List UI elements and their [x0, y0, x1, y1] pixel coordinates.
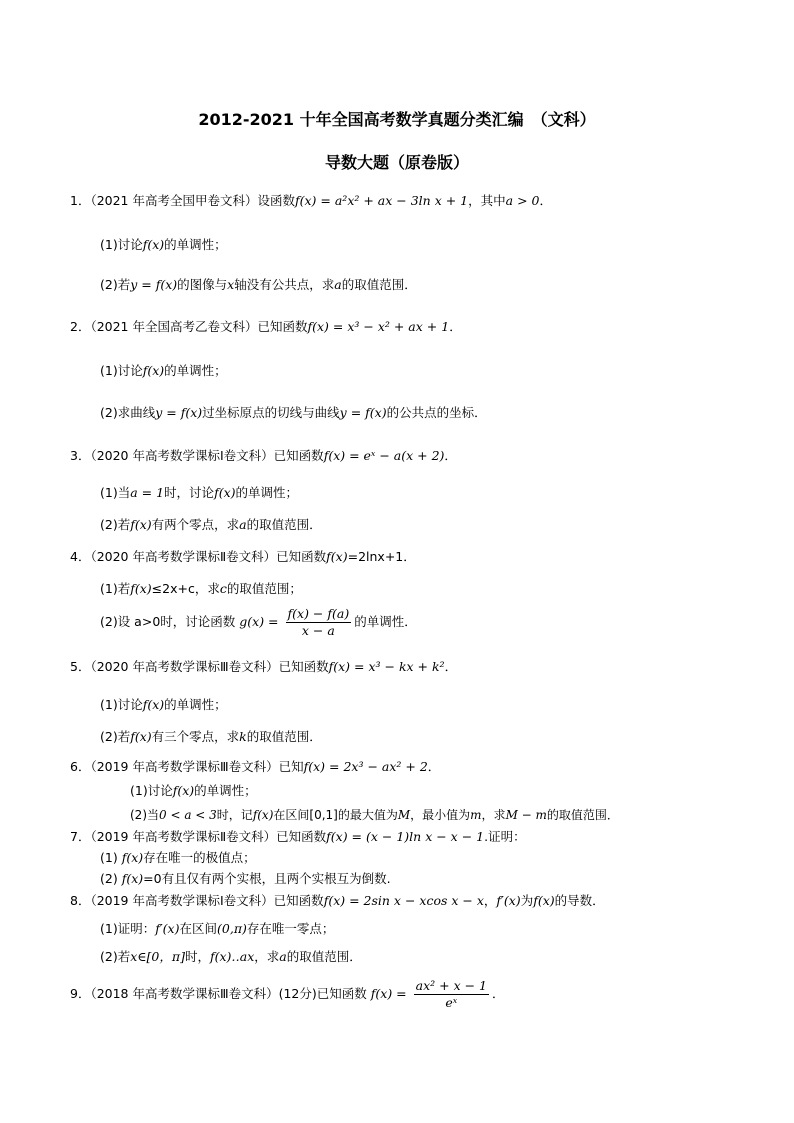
document-subtitle: 导数大题（原卷版） [324, 153, 469, 172]
problem-7-part-2: (2) f(x)=0有且仅有两个实根，且两个实根互为倒数. [100, 871, 391, 886]
problem-1-part-2: (2)若y = f(x)的图像与x轴没有公共点，求a的取值范围． [100, 277, 417, 292]
problem-4-part-1: (1)若f(x)≤2x+c，求c的取值范围； [100, 581, 302, 596]
problem-1-part-1: (1)讨论f(x)的单调性； [100, 237, 227, 252]
problem-1-stem: 1．（2021 年高考全国甲卷文科）设函数f(x) = a²x² + ax − 3ln x + 1，其中a > 0． [70, 193, 552, 208]
problem-7-part-1: (1) f(x)存在唯一的极值点； [100, 850, 256, 865]
problem-9-stem: 9．（2018 年高考数学课标Ⅲ卷文科）(12分)已知函数 f(x) = $\frac{\text{ax² + x − 1}}{\text{eˣ}}$ ． [70, 978, 505, 1010]
problem-2-part-2: (2)求曲线y = f(x)过坐标原点的切线与曲线y = f(x)的公共点的坐标． [100, 405, 487, 420]
problem-2-part-1: (1)讨论f(x)的单调性； [100, 363, 227, 378]
fraction-g: $\frac{f(x) - f(a)}{x - a}$ [287, 606, 350, 638]
problem-7-stem: 7．（2019 年高考数学课标Ⅱ卷文科）已知函数f(x) = (x − 1)ln x − x − 1.证明： [70, 829, 526, 844]
problem-6-part-2: (2)当0 < a < 3时，记f(x)在区间[0,1]的最大值为M，最小值为m，求M − m的取值范围． [130, 808, 619, 822]
problem-8-stem: 8．（2019 年高考数学课标Ⅰ卷文科）已知函数f(x) = 2sin x − xcos x − x，f′(x)为f(x)的导数． [70, 893, 605, 908]
problem-3-part-2: (2)若f(x)有两个零点，求a的取值范围． [100, 517, 322, 532]
problem-5-part-2: (2)若f(x)有三个零点，求k的取值范围． [100, 729, 322, 744]
problem-6-stem: 6．（2019 年高考数学课标Ⅲ卷文科）已知f(x) = 2x³ − ax² + 2． [70, 759, 441, 774]
problem-4-stem: 4．（2020 年高考数学课标Ⅱ卷文科）已知函数f(x)=2lnx+1． [70, 549, 416, 564]
problem-2-stem: 2．（2021 年全国高考乙卷文科）已知函数f(x) = x³ − x² + ax + 1． [70, 319, 462, 334]
fraction-f: $\frac{\text{ax² + x − 1}}{\text{eˣ}}$ [415, 978, 487, 1010]
document-title: 2012-2021 十年全国高考数学真题分类汇编 （文科） [198, 110, 596, 129]
problem-3-stem: 3．（2020 年高考数学课标Ⅰ卷文科）已知函数f(x) = eˣ − a(x + 2)． [70, 448, 457, 463]
problem-4-part-2: (2)设 a>0时，讨论函数 g(x) = $\frac{f(x) - f(a)}{x - a}$ 的单调性． [100, 606, 417, 638]
problem-5-part-1: (1)讨论f(x)的单调性； [100, 697, 227, 712]
problem-8-part-1: (1)证明：f′(x)在区间(0,π)存在唯一零点； [100, 921, 335, 936]
problem-3-part-1: (1)当a = 1时，讨论f(x)的单调性； [100, 485, 299, 500]
problem-6-part-1: (1)讨论f(x)的单调性； [130, 783, 257, 798]
problem-5-stem: 5．（2020 年高考数学课标Ⅲ卷文科）已知函数f(x) = x³ − kx + k²． [70, 659, 458, 674]
problem-8-part-2: (2)若x∈[0，π]时，f(x)‥ax，求a的取值范围． [100, 949, 362, 964]
